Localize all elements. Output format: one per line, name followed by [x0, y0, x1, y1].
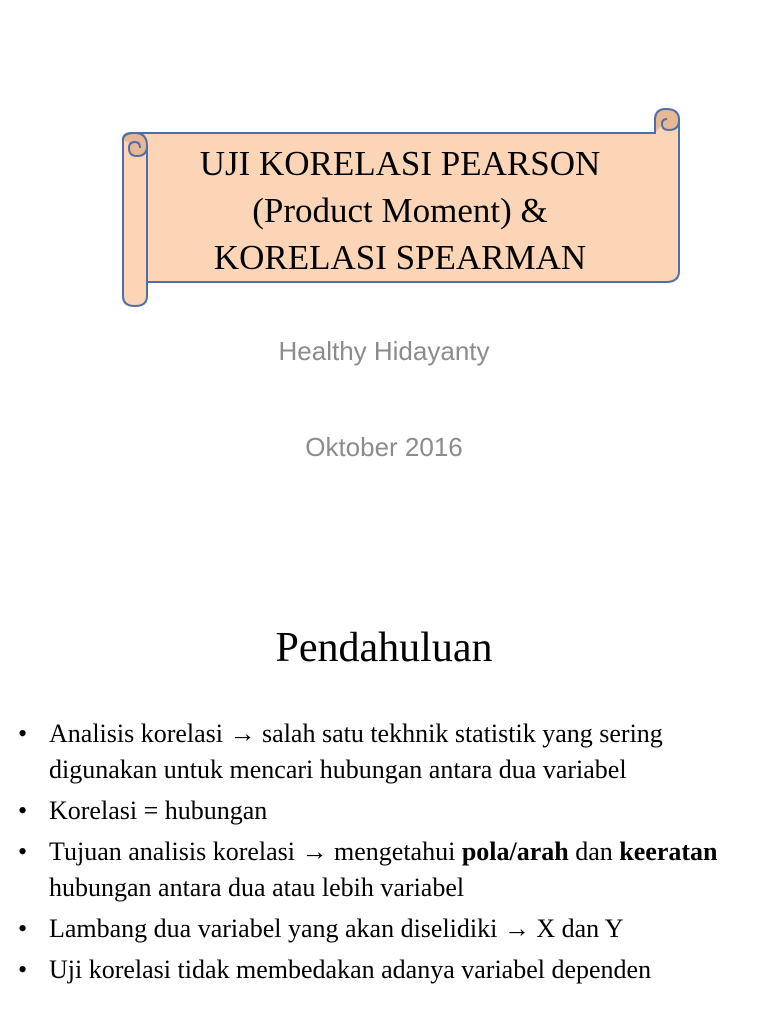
presentation-date: Oktober 2016 [305, 432, 463, 462]
bullet-item: • Analisis korelasi → salah satu tekhnik statistik yang sering digunakan untuk mencari hubungan antara dua variabel [18, 716, 763, 788]
arrow-icon: → [229, 719, 256, 748]
bullet-dot-icon: • [18, 914, 28, 943]
bullet-dot-icon: • [18, 796, 28, 825]
bullet-item: • Tujuan analisis korelasi → mengetahui pola/arah dan keeratan hubungan antara dua atau lebih variabel [18, 834, 763, 906]
bullet-item: • Lambang dua variabel yang akan diselidiki → X dan Y [18, 911, 763, 947]
bullet-item: • Uji korelasi tidak membedakan adanya variabel dependen [18, 952, 763, 988]
bullet-dot-icon: • [18, 837, 28, 866]
intro-slide [0, 576, 768, 1024]
arrow-icon: → [301, 837, 328, 866]
slide-heading: Pendahuluan [275, 625, 493, 671]
title-line: KORELASI SPEARMAN [213, 238, 587, 277]
bullet-list [18, 716, 763, 993]
slide-title [150, 140, 650, 281]
arrow-icon: → [503, 914, 530, 943]
title-line: (Product Moment) & [252, 191, 548, 230]
bullet-item: • Korelasi = hubungan [18, 793, 763, 829]
title-line: UJI KORELASI PEARSON [199, 144, 601, 183]
bullet-dot-icon: • [18, 955, 28, 984]
bullet-dot-icon: • [18, 719, 28, 748]
author-name: Healthy Hidayanty [278, 336, 490, 366]
